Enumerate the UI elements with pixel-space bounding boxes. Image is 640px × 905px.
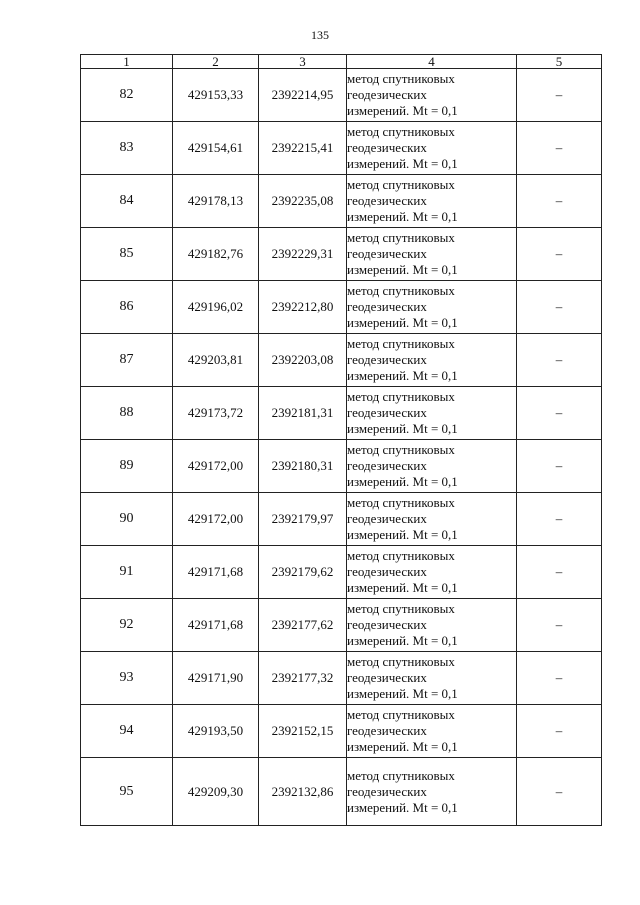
- coordinate-y: 2392177,62: [259, 599, 347, 652]
- method-line: измерений. Mt = 0,1: [347, 580, 458, 595]
- coordinate-x: 429173,72: [173, 387, 259, 440]
- point-number: 86: [81, 281, 173, 334]
- point-number: 93: [81, 652, 173, 705]
- table-row: [81, 175, 602, 228]
- method-cell: [347, 440, 517, 493]
- coordinate-y: 2392214,95: [259, 69, 347, 122]
- method-cell: [347, 705, 517, 758]
- method-line: метод спутниковых: [347, 389, 455, 404]
- point-number: 94: [81, 705, 173, 758]
- method-cell: [347, 599, 517, 652]
- coordinates-table: [80, 54, 602, 826]
- table-row: [81, 758, 602, 826]
- coordinate-x: 429203,81: [173, 334, 259, 387]
- column-header-2: 2: [173, 55, 259, 69]
- table-row: [81, 493, 602, 546]
- note-cell: –: [517, 440, 602, 493]
- note-cell: –: [517, 281, 602, 334]
- page-number: 135: [311, 28, 329, 42]
- method-cell: [347, 334, 517, 387]
- method-line: геодезических: [347, 783, 427, 799]
- method-cell: [347, 652, 517, 705]
- table-row: [81, 69, 602, 122]
- method-line: геодезических: [347, 87, 427, 102]
- note-cell: –: [517, 758, 602, 826]
- table-row: [81, 599, 602, 652]
- table-row: [81, 387, 602, 440]
- coordinate-y: 2392215,41: [259, 122, 347, 175]
- coordinate-x: 429193,50: [173, 705, 259, 758]
- column-header-4: 4: [347, 55, 517, 69]
- coordinate-y: 2392180,31: [259, 440, 347, 493]
- coordinate-x: 429171,90: [173, 652, 259, 705]
- method-line: геодезических: [347, 564, 427, 579]
- note-cell: –: [517, 705, 602, 758]
- method-line: геодезических: [347, 617, 427, 632]
- point-number: 83: [81, 122, 173, 175]
- table-row: [81, 122, 602, 175]
- point-number: 85: [81, 228, 173, 281]
- method-line: метод спутниковых: [347, 495, 455, 510]
- method-line: метод спутниковых: [347, 601, 455, 616]
- note-cell: –: [517, 334, 602, 387]
- note-cell: –: [517, 228, 602, 281]
- method-line: геодезических: [347, 723, 427, 738]
- table-row: [81, 281, 602, 334]
- coordinate-y: 2392179,97: [259, 493, 347, 546]
- note-cell: –: [517, 175, 602, 228]
- method-line: измерений. Mt = 0,1: [347, 209, 458, 224]
- table-row: [81, 652, 602, 705]
- method-line: измерений. Mt = 0,1: [347, 156, 458, 171]
- coordinate-y: 2392235,08: [259, 175, 347, 228]
- column-header-1: 1: [81, 55, 173, 69]
- method-line: измерений. Mt = 0,1: [347, 739, 458, 754]
- coordinate-y: 2392152,15: [259, 705, 347, 758]
- point-number: 92: [81, 599, 173, 652]
- note-cell: –: [517, 122, 602, 175]
- method-line: метод спутниковых: [347, 654, 455, 669]
- method-line: метод спутниковых: [347, 71, 455, 86]
- coordinate-y: 2392132,86: [259, 758, 347, 826]
- method-line: метод спутниковых: [347, 442, 455, 457]
- coordinate-x: 429182,76: [173, 228, 259, 281]
- method-line: геодезических: [347, 352, 427, 367]
- method-line: измерений. Mt = 0,1: [347, 421, 458, 436]
- note-cell: –: [517, 546, 602, 599]
- method-cell: [347, 122, 517, 175]
- method-line: метод спутниковых: [347, 336, 455, 351]
- coordinate-x: 429154,61: [173, 122, 259, 175]
- table-row: [81, 440, 602, 493]
- point-number: 90: [81, 493, 173, 546]
- method-line: метод спутниковых: [347, 124, 455, 139]
- note-cell: –: [517, 493, 602, 546]
- method-line: измерений. Mt = 0,1: [347, 686, 458, 701]
- method-line: геодезических: [347, 193, 427, 208]
- method-line: измерений. Mt = 0,1: [347, 799, 458, 815]
- method-line: измерений. Mt = 0,1: [347, 315, 458, 330]
- note-cell: –: [517, 652, 602, 705]
- coordinate-y: 2392229,31: [259, 228, 347, 281]
- coordinate-x: 429172,00: [173, 440, 259, 493]
- note-cell: –: [517, 69, 602, 122]
- coordinate-y: 2392212,80: [259, 281, 347, 334]
- method-line: измерений. Mt = 0,1: [347, 474, 458, 489]
- method-line: геодезических: [347, 299, 427, 314]
- method-cell: [347, 175, 517, 228]
- method-line: измерений. Mt = 0,1: [347, 103, 458, 118]
- method-line: геодезических: [347, 140, 427, 155]
- point-number: 82: [81, 69, 173, 122]
- column-header-5: 5: [517, 55, 602, 69]
- coordinate-x: 429209,30: [173, 758, 259, 826]
- method-cell: [347, 228, 517, 281]
- coordinate-x: 429196,02: [173, 281, 259, 334]
- method-cell: [347, 493, 517, 546]
- method-cell: [347, 546, 517, 599]
- method-line: геодезических: [347, 670, 427, 685]
- method-line: геодезических: [347, 458, 427, 473]
- coordinate-x: 429153,33: [173, 69, 259, 122]
- coordinate-x: 429171,68: [173, 599, 259, 652]
- method-cell: [347, 69, 517, 122]
- coordinate-y: 2392203,08: [259, 334, 347, 387]
- coordinate-x: 429172,00: [173, 493, 259, 546]
- coordinate-y: 2392177,32: [259, 652, 347, 705]
- method-line: метод спутниковых: [347, 230, 455, 245]
- method-line: измерений. Mt = 0,1: [347, 262, 458, 277]
- method-cell: [347, 281, 517, 334]
- table-row: [81, 334, 602, 387]
- table-header-row: [81, 55, 602, 69]
- method-cell: [347, 387, 517, 440]
- method-line: геодезических: [347, 246, 427, 261]
- table-row: [81, 228, 602, 281]
- method-line: метод спутниковых: [347, 548, 455, 563]
- point-number: 89: [81, 440, 173, 493]
- method-cell: [347, 758, 517, 826]
- point-number: 87: [81, 334, 173, 387]
- coordinate-y: 2392181,31: [259, 387, 347, 440]
- method-line: метод спутниковых: [347, 767, 455, 783]
- note-cell: –: [517, 599, 602, 652]
- method-line: метод спутниковых: [347, 283, 455, 298]
- column-header-3: 3: [259, 55, 347, 69]
- table-row: [81, 705, 602, 758]
- method-line: геодезических: [347, 405, 427, 420]
- coordinate-x: 429178,13: [173, 175, 259, 228]
- point-number: 88: [81, 387, 173, 440]
- note-cell: –: [517, 387, 602, 440]
- table-row: [81, 546, 602, 599]
- coordinate-x: 429171,68: [173, 546, 259, 599]
- method-line: геодезических: [347, 511, 427, 526]
- method-line: метод спутниковых: [347, 707, 455, 722]
- coordinate-y: 2392179,62: [259, 546, 347, 599]
- point-number: 91: [81, 546, 173, 599]
- method-line: измерений. Mt = 0,1: [347, 368, 458, 383]
- method-line: измерений. Mt = 0,1: [347, 527, 458, 542]
- point-number: 84: [81, 175, 173, 228]
- method-line: метод спутниковых: [347, 177, 455, 192]
- method-line: измерений. Mt = 0,1: [347, 633, 458, 648]
- point-number: 95: [81, 758, 173, 826]
